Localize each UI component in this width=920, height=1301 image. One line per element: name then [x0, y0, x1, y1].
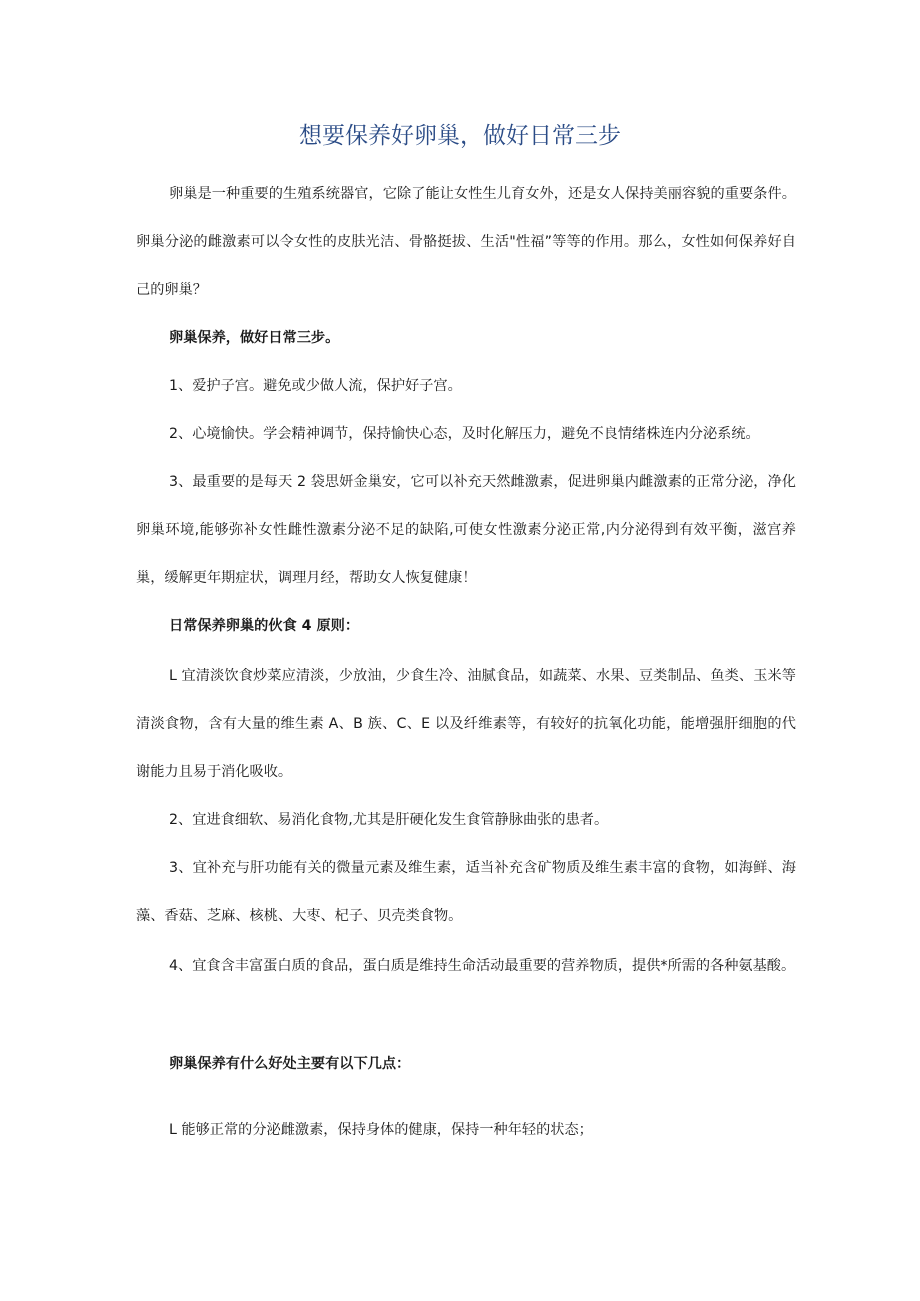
diet-principle-1: L 宜清淡饮食炒菜应清淡，少放油，少食生冷、油腻食品，如蔬菜、水果、豆类制品、鱼类、玉米等清淡食物，含有大量的维生素 A、B 族、C、E 以及纤维素等，有较好的抗氧化功能，能增强肝细胞的代谢能力且易于消化吸收。	[136, 668, 796, 780]
section-heading-three-steps: 卵巢保养，做好日常三步。	[169, 330, 340, 346]
section-heading-benefits: 卵巢保养有什么好处主要有以下几点：	[169, 1056, 411, 1072]
step-2: 2、心境愉快。学会精神调节，保持愉快心态，及时化解压力，避免不良情绪株连内分泌系统。	[169, 426, 760, 442]
diet-principle-2: 2、宜进食细软、易消化食物,尤其是肝硬化发生食管静脉曲张的患者。	[169, 812, 609, 828]
intro-paragraph: 卵巢是一种重要的生殖系统器官，它除了能让女性生儿育女外，还是女人保持美丽容貌的重要条件。卵巢分泌的雌激素可以令女性的皮肤光洁、骨骼挺拔、生活"性福”等等的作用。那么，女性如何保养好自己的卵巢？	[136, 186, 796, 298]
section-heading-diet-principles: 日常保养卵巢的伙食 4 原则：	[169, 618, 360, 634]
benefit-1: L 能够正常的分泌雌激素，保持身体的健康，保持一种年轻的状态；	[169, 1122, 593, 1138]
step-1: 1、爱护子宫。避免或少做人流，保护好子宫。	[169, 378, 462, 394]
page-title: 想要保养好卵巢，做好日常三步	[299, 123, 621, 149]
diet-principle-3: 3、宜补充与肝功能有关的微量元素及维生素，适当补充含矿物质及维生素丰富的食物，如海鲜、海藻、香菇、芝麻、核桃、大枣、杞子、贝壳类食物。	[136, 860, 796, 924]
step-3: 3、最重要的是每天 2 袋思妍金巢安，它可以补充天然雌激素，促进卵巢内雌激素的正常分泌，净化卵巢环境,能够弥补女性雌性激素分泌不足的缺陷,可使女性激素分泌正常,内分泌得到有效平衡，滋宫养巢，缓解更年期症状，调理月经，帮助女人恢复健康！	[136, 474, 796, 586]
diet-principle-4: 4、宜食含丰富蛋白质的食品，蛋白质是维持生命活动最重要的营养物质，提供*所需的各种氨基酸。	[169, 958, 796, 974]
